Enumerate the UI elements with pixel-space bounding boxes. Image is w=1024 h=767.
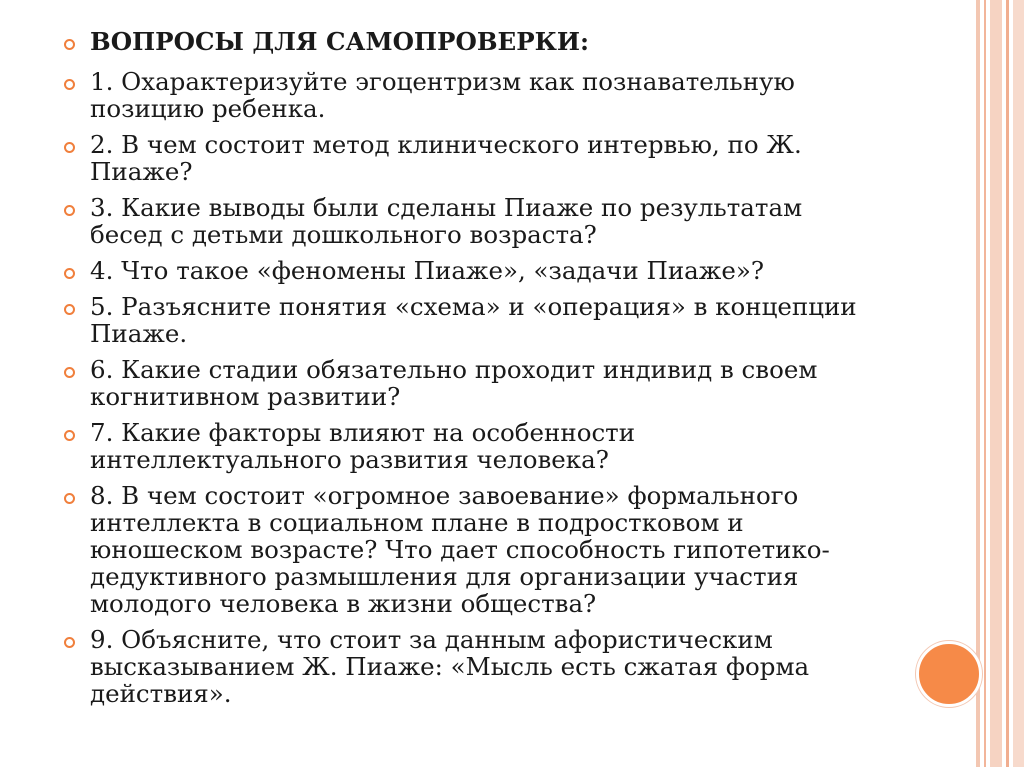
question-text: 3. Какие выводы были сделаны Пиаже по результатам бесед с детьми дошкольного возраста?	[90, 193, 803, 249]
question-text: 1. Охарактеризуйте эгоцентризм как познавательную позицию ребенка.	[90, 67, 795, 123]
bullet-icon	[64, 268, 75, 279]
decorative-circle	[916, 641, 982, 707]
bullet-list	[62, 28, 862, 716]
bullet-icon	[64, 493, 75, 504]
bullet-icon	[64, 637, 75, 648]
bullet-icon	[64, 367, 75, 378]
bullet-icon	[64, 205, 75, 216]
bullet-icon	[64, 430, 75, 441]
list-item	[62, 194, 862, 248]
list-item	[62, 293, 862, 347]
question-text: 2. В чем состоит метод клинического интервью, по Ж. Пиаже?	[90, 130, 802, 186]
question-text: 5. Разъясните понятия «схема» и «операция» в концепции Пиаже.	[90, 292, 857, 348]
question-text: 4. Что такое «феномены Пиаже», «задачи Пиаже»?	[90, 256, 764, 285]
decorative-stripes	[976, 0, 1024, 767]
list-item	[62, 356, 862, 410]
bullet-icon	[64, 304, 75, 315]
list-title	[62, 28, 862, 55]
list-item	[62, 482, 862, 617]
bullet-icon	[64, 142, 75, 153]
question-text: 6. Какие стадии обязательно проходит индивид в своем когнитивном развитии?	[90, 355, 818, 411]
list-item	[62, 257, 862, 284]
list-item	[62, 68, 862, 122]
title-text: ВОПРОСЫ ДЛЯ САМОПРОВЕРКИ:	[90, 27, 590, 56]
question-text: 7. Какие факторы влияют на особенности интеллектуального развития человека?	[90, 418, 636, 474]
list-item	[62, 626, 862, 707]
list-item	[62, 131, 862, 185]
question-text: 8. В чем состоит «огромное завоевание» формального интеллекта в социальном плане в подростковом и юношеском возрасте? Что дает способность гипотетико-дедуктивного размышления для организации участия молодого человека в жизни общества?	[90, 481, 830, 618]
question-text: 9. Объясните, что стоит за данным афористическим высказыванием Ж. Пиаже: «Мысль есть сжатая форма действия».	[90, 625, 810, 708]
list-item	[62, 419, 862, 473]
bullet-icon	[64, 79, 75, 90]
bullet-icon	[64, 39, 75, 50]
